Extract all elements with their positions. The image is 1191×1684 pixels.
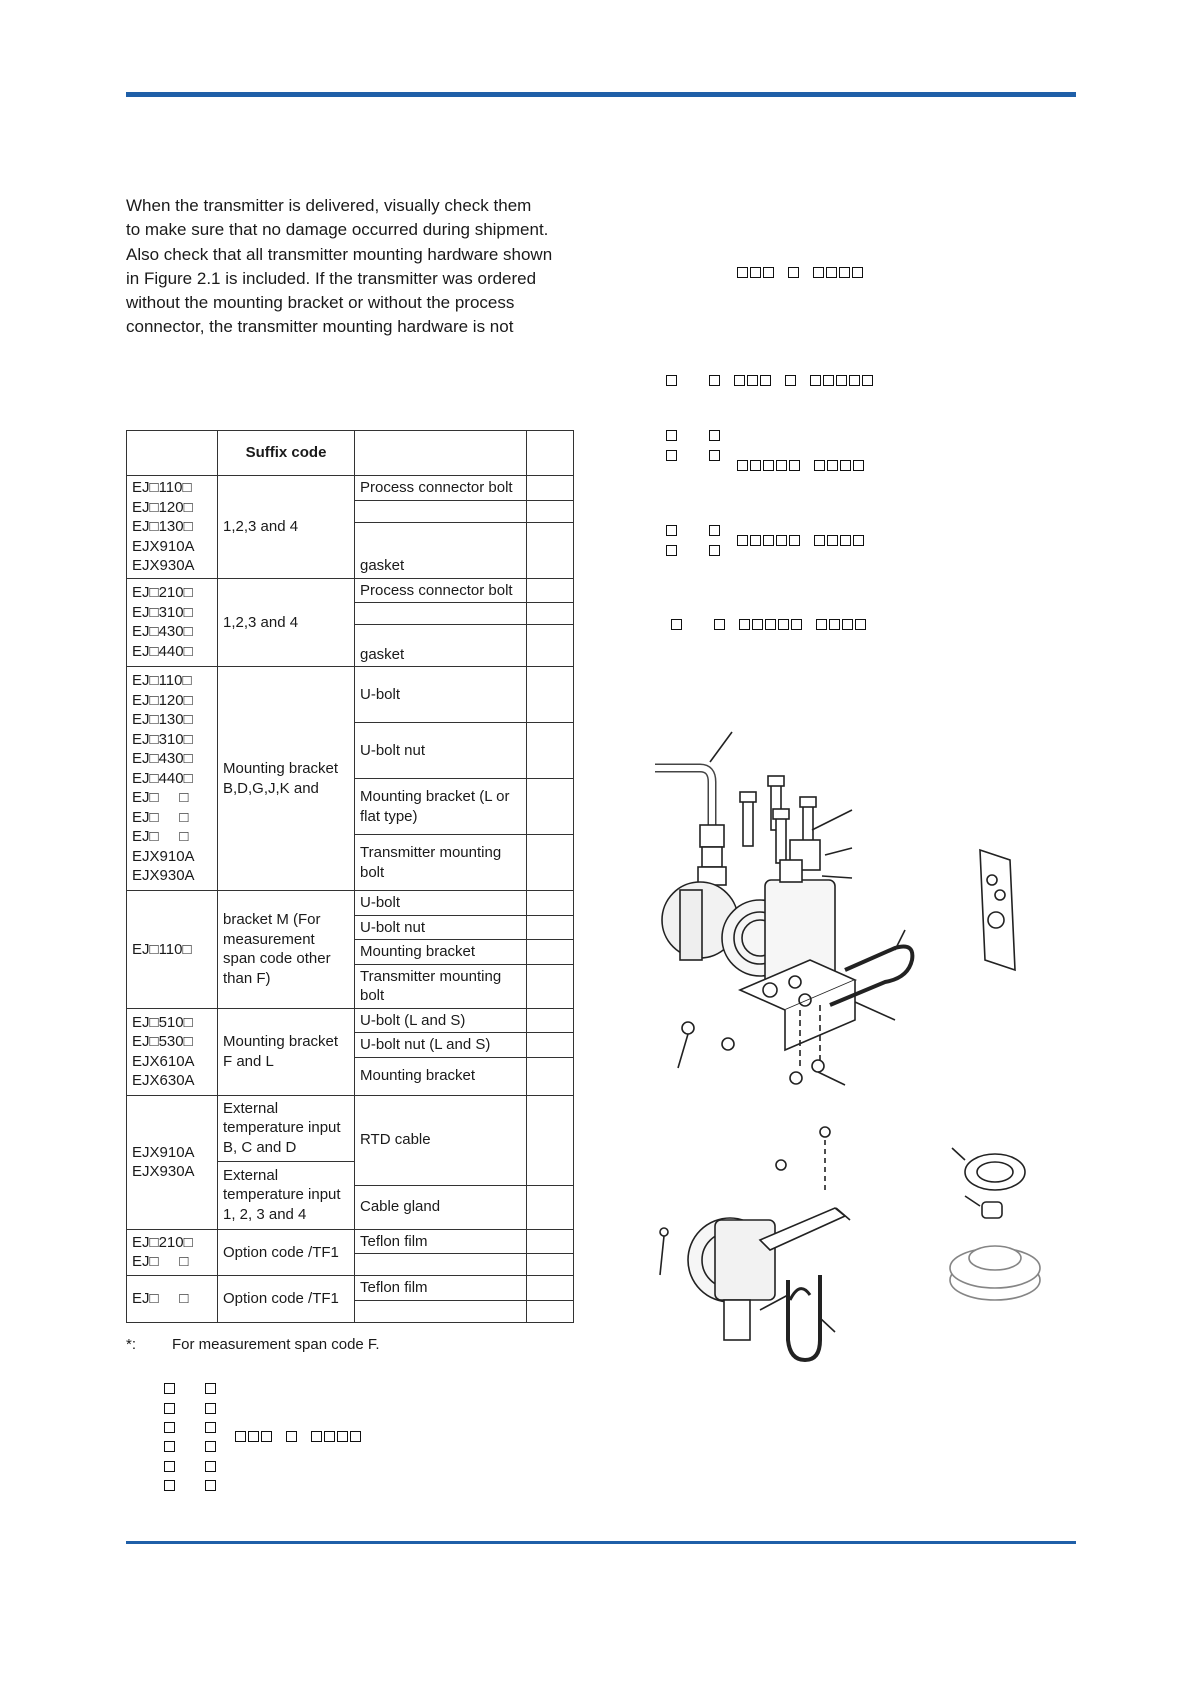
model: EJ□440□ — [132, 769, 193, 787]
glyph-row — [163, 1461, 217, 1472]
glyph-row — [163, 1441, 217, 1452]
suffix-cell: External temperature input B, C and D — [218, 1095, 355, 1161]
glyph-row — [665, 375, 874, 386]
table-row — [127, 1276, 574, 1301]
part-cell: Transmitter mounting bolt — [355, 835, 527, 891]
model-cell — [127, 1229, 218, 1276]
table-row — [127, 1229, 574, 1254]
part-cell — [355, 500, 527, 522]
suffix-cell: Option code /TF1 — [218, 1229, 355, 1276]
model: EJX910A — [132, 847, 195, 865]
header-cell — [527, 431, 574, 476]
model: EJ□310□ — [132, 603, 193, 621]
glyph-row — [163, 1383, 217, 1394]
footnote-mark: *: — [126, 1336, 137, 1353]
glyph-row — [736, 267, 864, 278]
header-rule — [126, 92, 1076, 97]
cable-gland — [982, 1202, 1002, 1218]
part-cell: Process connector bolt — [355, 578, 527, 603]
glyph-row — [736, 535, 865, 546]
part-cell: Teflon film — [355, 1276, 527, 1301]
intro-line: connector, the transmitter mounting hardware is not — [126, 317, 514, 337]
glyph-row — [665, 545, 721, 556]
model: EJX910A — [132, 537, 195, 555]
model: EJ□440□ — [132, 642, 193, 660]
glyph-row — [234, 1431, 362, 1442]
footer-rule — [126, 1541, 1076, 1544]
part-cell: Teflon film — [355, 1229, 527, 1254]
suffix-cell: bracket M (For measurement span code other than F) — [218, 891, 355, 1009]
part-cell: U-bolt nut (L and S) — [355, 1033, 527, 1058]
model: EJ□ □ — [132, 828, 189, 846]
model: EJX630A — [132, 1072, 195, 1089]
intro-line: Also check that all transmitter mounting hardware shown — [126, 244, 553, 264]
u-bolt-nut — [682, 1022, 694, 1034]
model: EJ□ □ — [132, 808, 189, 826]
impulse-pipe — [655, 768, 712, 825]
model-cell — [127, 1008, 218, 1095]
model: EJ□510□ — [132, 1013, 193, 1031]
part-cell: RTD cable — [355, 1095, 527, 1185]
table-row — [127, 1008, 574, 1033]
glyph-row — [736, 460, 865, 471]
model-cell: EJ□110□ — [127, 891, 218, 1009]
glyph-row — [665, 525, 721, 536]
table-row — [127, 1095, 574, 1161]
part-cell — [355, 603, 527, 625]
model: EJ□110□ — [132, 672, 192, 690]
part-cell: Transmitter mounting bolt — [355, 964, 527, 1008]
model: EJX910A — [132, 1143, 195, 1161]
model: EJ□130□ — [132, 518, 193, 535]
table-header-row — [127, 431, 574, 476]
model: EJ□ □ — [132, 789, 189, 807]
model: EJ□130□ — [132, 711, 193, 729]
part-cell: U-bolt nut — [355, 723, 527, 779]
suffix-cell: Mounting bracket B,D,G,J,K and — [218, 667, 355, 891]
part-cell: U-bolt — [355, 667, 527, 723]
model: EJ□210□ — [132, 584, 193, 602]
glyph-row — [670, 619, 867, 630]
hardware-table — [126, 430, 574, 1323]
intro-line: to make sure that no damage occurred during shipment. — [126, 220, 549, 240]
suffix-cell: 1,2,3 and 4 — [218, 578, 355, 667]
suffix-cell: 1,2,3 and 4 — [218, 476, 355, 579]
intro-line: in Figure 2.1 is included. If the transmitter was ordered — [126, 268, 537, 288]
process-nut — [700, 825, 724, 847]
mounting-hardware-figure — [640, 720, 1090, 1440]
intro-paragraph — [126, 194, 586, 340]
part-cell: Mounting bracket — [355, 940, 527, 965]
part-cell: U-bolt — [355, 891, 527, 916]
part-cell: U-bolt nut — [355, 915, 527, 940]
model: EJ□110□ — [132, 479, 192, 496]
model: EJ□530□ — [132, 1033, 193, 1050]
model: EJX930A — [132, 557, 195, 574]
model: EJ□120□ — [132, 498, 193, 516]
glyph-row — [665, 450, 721, 461]
header-cell — [127, 431, 218, 476]
footnote-text: For measurement span code F. — [172, 1336, 380, 1353]
model-cell — [127, 667, 218, 891]
model: EJ□310□ — [132, 730, 193, 748]
suffix-cell: Option code /TF1 — [218, 1276, 355, 1323]
part-cell: U-bolt (L and S) — [355, 1008, 527, 1033]
model-cell — [127, 578, 218, 667]
model: EJ□120□ — [132, 691, 193, 709]
part-cell: Mounting bracket — [355, 1057, 527, 1095]
model: EJX930A — [132, 1163, 195, 1180]
suffix-cell: External temperature input 1, 2, 3 and 4 — [218, 1161, 355, 1229]
model-cell — [127, 476, 218, 579]
gasket — [965, 1154, 1025, 1190]
model-cell — [127, 1095, 218, 1229]
teflon-film — [950, 1246, 1040, 1300]
part-cell — [355, 1300, 527, 1322]
model: EJ□430□ — [132, 623, 193, 641]
glyph-row — [163, 1403, 217, 1414]
part-cell: Mounting bracket (L or flat type) — [355, 779, 527, 835]
header-suffix: Suffix code — [218, 431, 355, 476]
part-cell — [355, 1254, 527, 1276]
table-row — [127, 578, 574, 603]
model: EJ□210□ — [132, 1233, 193, 1251]
table-row — [127, 476, 574, 501]
part-cell: Process connector bolt — [355, 476, 527, 501]
glyph-row — [665, 430, 721, 441]
table-row — [127, 891, 574, 916]
glyph-row — [163, 1480, 217, 1491]
intro-line: without the mounting bracket or without the process — [126, 293, 515, 313]
suffix-cell: Mounting bracket F and L — [218, 1008, 355, 1095]
table-row — [127, 667, 574, 723]
model: EJX610A — [132, 1052, 195, 1070]
glyph-row — [163, 1422, 217, 1433]
intro-line: When the transmitter is delivered, visually check them — [126, 196, 532, 215]
flat-bracket — [980, 850, 1015, 970]
header-cell — [355, 431, 527, 476]
model: EJX930A — [132, 867, 195, 885]
model-cell: EJ□ □ — [127, 1276, 218, 1323]
table-footnote — [126, 1336, 380, 1353]
part-cell: gasket — [355, 625, 527, 667]
part-cell: gasket — [355, 522, 527, 578]
model: EJ□ □ — [132, 1253, 189, 1271]
model: EJ□430□ — [132, 750, 193, 768]
part-cell: Cable gland — [355, 1185, 527, 1229]
